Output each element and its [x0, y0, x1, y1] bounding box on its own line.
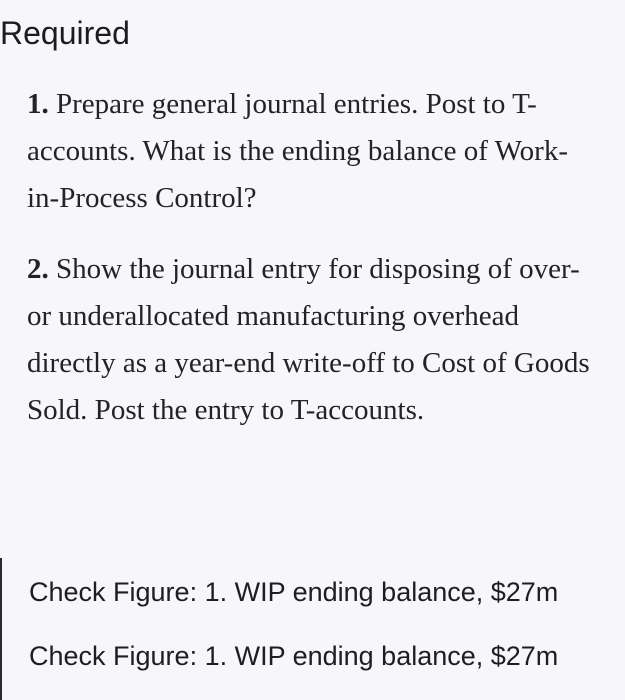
question-2-number: 2.	[27, 253, 49, 285]
check-figures-block	[0, 558, 625, 700]
required-heading: Required	[0, 15, 130, 51]
question-1-number: 1.	[27, 88, 49, 120]
check-figure-1: Check Figure: 1. WIP ending balance, $27m	[29, 577, 559, 607]
question-1-text: Prepare general journal entries. Post to T-accounts. What is the ending balance of Work-in-Process Control?	[27, 88, 568, 214]
question-1	[27, 81, 597, 222]
check-figure-2: Check Figure: 1. WIP ending balance, $27m	[29, 641, 559, 671]
question-2-text: Show the journal entry for disposing of over- or underallocated manufacturing overhead directly as a year-end write-off to Cost of Goods Sold. Post the entry to T-accounts.	[27, 253, 590, 426]
question-2	[27, 246, 597, 434]
